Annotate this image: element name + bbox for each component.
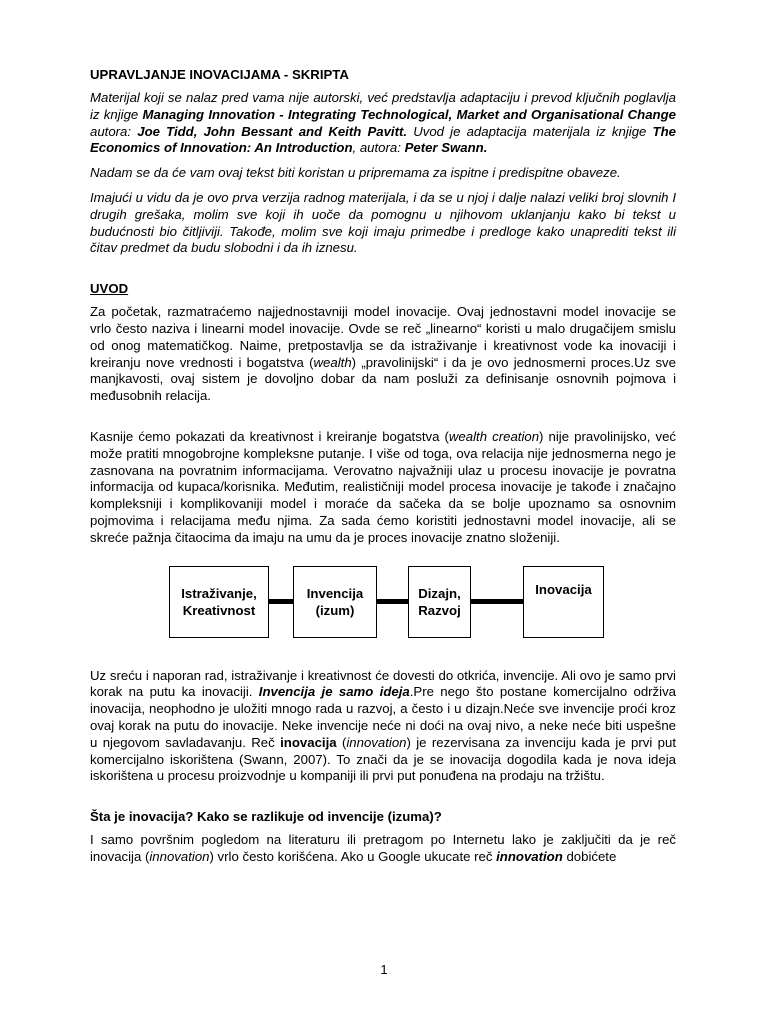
intro-paragraph-1: Materijal koji se nalaz pred vama nije autorski, već predstavlja adaptaciju i prevod ključnih poglavlja iz knjige Managing Innovation - Integrating Technological, Market and Organisational Change autora: Joe Tidd, John Bessant and Keith Pavitt. Uvod je adaptacija materijala iz knjige The Economics of Innovation: An Introduction, autora: Peter Swann. <box>90 90 676 156</box>
uvod-paragraph-2: Kasnije ćemo pokazati da kreativnost i kreiranje bogatstva (wealth creation) nije pravolinijsko, već može pratiti mnogobrojne kompleksne putanje. I više od toga, ova relacija nije jednosmerna nego je zasnovana na povratnim informacijama. Verovatno najvažniji ulaz u procesu inovacije je povratna informacija od kupaca/korisnika. Međutim, realističniji model procesa inovacije je takođe i značajno kompleksniji i komplikovaniji model i moraće da sačeka da se bolje upoznamo sa osnovnim pojmovima i relacijama među njima. Za sada ćemo koristiti jednostavni model inovacije, ali se skreće pažnja čitaocima da imaju na umu da je proces inovacije znatno složeniji. <box>90 428 677 545</box>
document-title: UPRAVLJANJE INOVACIJAMA - SKRIPTA <box>90 67 349 82</box>
intro-paragraph-2: Nadam se da će vam ovaj tekst biti koristan u pripremama za ispitne i predispitne obaveze. <box>90 165 621 181</box>
section-heading-sta-je-inovacija: Šta je inovacija? Kako se razlikuje od invencije (izuma)? <box>90 809 442 825</box>
book-title-2: The Economics of Innovation: An Introduction <box>90 123 676 156</box>
connector-line <box>468 599 528 604</box>
authors-2: Peter Swann. <box>404 140 488 156</box>
diagram-box-invencija: Invencija (izum) <box>293 566 377 638</box>
section2-paragraph-1: I samo površnim pogledom na literaturu ili pretragom po Internetu lako je zaključiti da je reč inovacija (innovation) vrlo često korišćena. Ako u Google ukucate reč innovation dobićete <box>90 832 676 864</box>
diagram-box-dizajn: Dizajn, Razvoj <box>408 566 471 638</box>
uvod-paragraph-1: Za početak, razmatraćemo najjednostavniji model inovacije. Ovaj jednostavni model inovacije se vrlo često naziva i linearni model inovacije. Ovde se reč „linearno“ koristi u malo drugačijem smislu od onog matematičkog. Naime, pretpostavlja se da istraživanje i kreativnost vode ka inovaciji i kreiranju nove vrednosti i bogatstva (wealth) „pravolinijski“ i da je ovo jednosmerni proces.Uz sve manjkavosti, ovaj sistem je dovoljno dobar da nam posluži za definisanje osnovnih pojmova i međusobnih relacija. <box>90 304 676 404</box>
after-diagram-paragraph: Uz sreću i naporan rad, istraživanje i kreativnost će dovesti do otkrića, invencije. Ali ovo je samo prvi korak na putu ka inovaciji. Invencija je samo ideja.Pre nego što postane komercijalno održiva inovacija, neophodno je uložiti mnogo rada u razvoj, a često i u dizajn.Neće sve invencije proći kroz ovaj korak na putu do inovacije. Neke invencije neće ni doći na ovaj nivo, a neke neće biti uspešne u njegovom savladavanju. Reč inovacija (innovation) je rezervisana za invenciju kada je prvi put komercijalno iskorištena (Swann, 2007). To znači da je se inovacija dogodila kada je nova ideja iskorištena u procesu proizvodnje u kompaniji ili prvi put ponuđena na prodaju na tržištu. <box>90 667 676 784</box>
book-title-1: Managing Innovation - Integrating Technological, Market and Organisational Change <box>142 106 676 122</box>
diagram-box-istrazivanje: Istraživanje, Kreativnost <box>169 566 269 638</box>
intro-paragraph-3: Imajući u vidu da je ovo prva verzija radnog materijala, i da se u njoj i dalje nalazi veliki broj slovnih I drugih grešaka, molim sve koji ih uoče da pomognu u njihovom uklanjanju kako bi tekst u budućnosti bio čitljiviji. Takođe, molim sve koji imaju primedbe i predloge kako unaprediti tekst ili čitav predmet da budu slobodni i da ih iznesu. <box>90 189 676 256</box>
page-number: 1 <box>380 962 388 977</box>
emphasis-invencija-ideja: Invencija je samo ideja <box>258 684 410 700</box>
diagram-box-inovacija: Inovacija <box>523 566 604 638</box>
linear-innovation-diagram <box>90 566 676 658</box>
authors-1: Joe Tidd, John Bessant and Keith Pavitt. <box>137 123 408 139</box>
document-page <box>90 62 676 866</box>
section-heading-uvod: UVOD <box>90 281 129 297</box>
